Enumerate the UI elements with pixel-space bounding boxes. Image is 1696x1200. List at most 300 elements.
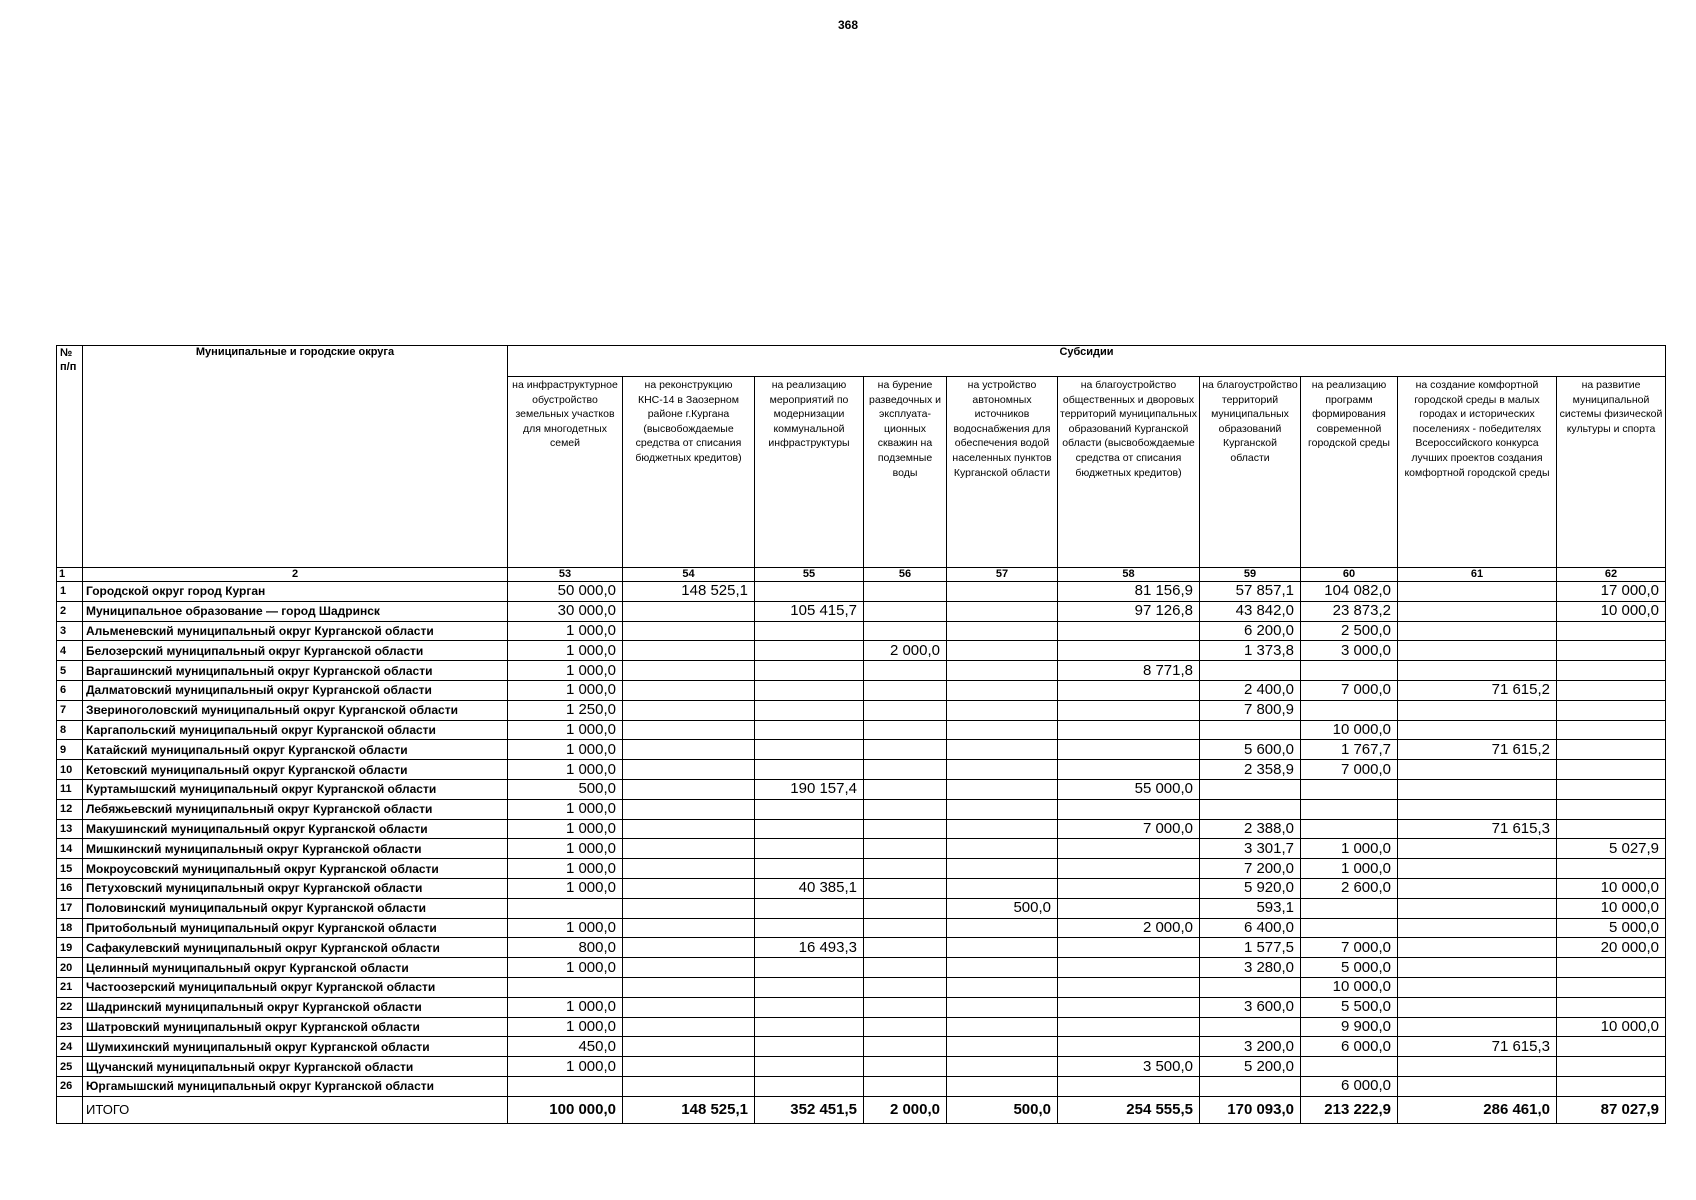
subsidy-column-header: на реализацию мероприятий по модернизации коммунальной инфраструктуры [755, 377, 864, 568]
row-value-cell [1058, 938, 1200, 958]
row-value-cell: 17 000,0 [1557, 582, 1666, 602]
column-number: 54 [623, 568, 755, 582]
row-value-cell: 7 200,0 [1200, 859, 1301, 879]
row-value-cell [623, 898, 755, 918]
subsidy-column-header: на инфраструктурное обустройство земельных участков для многодетных семей [508, 377, 623, 568]
row-value-cell: 30 000,0 [508, 601, 623, 621]
row-value-cell [1398, 977, 1557, 997]
region-column-header: Муниципальные и городские округа [83, 346, 508, 568]
row-value-cell: 1 000,0 [508, 720, 623, 740]
total-index-cell [57, 1096, 83, 1123]
row-value-cell: 6 000,0 [1301, 1037, 1398, 1057]
row-value-cell [755, 1057, 864, 1077]
subsidies-table [56, 345, 1666, 1124]
row-index: 11 [57, 779, 83, 799]
row-value-cell [623, 661, 755, 681]
row-value-cell: 71 615,3 [1398, 1037, 1557, 1057]
subsidy-column-header: на реконструкцию КНС-14 в Заозерном районе г.Кургана (высвобождаемые средства от списания бюджетных кредитов) [623, 377, 755, 568]
row-value-cell [755, 918, 864, 938]
row-index: 14 [57, 839, 83, 859]
row-value-cell: 1 000,0 [508, 1057, 623, 1077]
table-row [57, 1037, 1666, 1057]
row-value-cell: 10 000,0 [1557, 1017, 1666, 1037]
table-row [57, 601, 1666, 621]
subsidy-column-header: на устройство автономных источников водоснабжения для обеспечения водой населенных пунктов Курганской области [947, 377, 1058, 568]
row-value-cell: 7 000,0 [1301, 938, 1398, 958]
row-value-cell [947, 601, 1058, 621]
row-value-cell [1398, 779, 1557, 799]
row-region-name: Макушинский муниципальный округ Курганской области [83, 819, 508, 839]
row-region-name: Половинский муниципальный округ Курганской области [83, 898, 508, 918]
row-value-cell: 1 000,0 [508, 740, 623, 760]
row-value-cell [1398, 661, 1557, 681]
row-value-cell [623, 799, 755, 819]
row-value-cell [1200, 977, 1301, 997]
row-value-cell [1398, 839, 1557, 859]
row-region-name: Варгашинский муниципальный округ Курганской области [83, 661, 508, 681]
row-value-cell [947, 760, 1058, 780]
row-value-cell: 7 000,0 [1301, 760, 1398, 780]
subsidy-column-header: на благоустройство общественных и дворовых территорий муниципальных образований Курганской области (высвобождаемые средства от списания бюджетных кредитов) [1058, 377, 1200, 568]
row-value-cell [755, 720, 864, 740]
subsidy-column-header: на реализацию программ формирования современной городской среды [1301, 377, 1398, 568]
row-value-cell [1557, 621, 1666, 641]
row-index: 19 [57, 938, 83, 958]
row-region-name: Притобольный муниципальный округ Курганской области [83, 918, 508, 938]
row-value-cell [947, 819, 1058, 839]
row-value-cell [1398, 760, 1557, 780]
row-value-cell: 7 000,0 [1301, 680, 1398, 700]
table-row [57, 799, 1666, 819]
row-value-cell [947, 621, 1058, 641]
row-region-name: Юргамышский муниципальный округ Курганской области [83, 1076, 508, 1096]
row-value-cell [1058, 740, 1200, 760]
row-value-cell: 5 027,9 [1557, 839, 1666, 859]
row-value-cell: 57 857,1 [1200, 582, 1301, 602]
row-value-cell: 1 000,0 [508, 958, 623, 978]
row-value-cell [864, 958, 947, 978]
row-value-cell [1200, 799, 1301, 819]
row-value-cell [1058, 1017, 1200, 1037]
row-value-cell [1058, 1037, 1200, 1057]
column-number: 53 [508, 568, 623, 582]
row-region-name: Мишкинский муниципальный округ Курганской области [83, 839, 508, 859]
row-value-cell: 1 000,0 [1301, 839, 1398, 859]
row-value-cell: 500,0 [947, 898, 1058, 918]
row-value-cell: 5 200,0 [1200, 1057, 1301, 1077]
table-row [57, 839, 1666, 859]
row-value-cell: 105 415,7 [755, 601, 864, 621]
row-value-cell [1058, 859, 1200, 879]
row-value-cell [947, 680, 1058, 700]
row-value-cell [623, 958, 755, 978]
total-value-cell: 170 093,0 [1200, 1096, 1301, 1123]
total-row [57, 1096, 1666, 1123]
row-value-cell: 1 000,0 [1301, 859, 1398, 879]
row-value-cell [1058, 878, 1200, 898]
row-value-cell: 5 600,0 [1200, 740, 1301, 760]
row-value-cell: 2 388,0 [1200, 819, 1301, 839]
total-value-cell: 500,0 [947, 1096, 1058, 1123]
table-row [57, 878, 1666, 898]
column-number: 2 [83, 568, 508, 582]
row-region-name: Щучанский муниципальный округ Курганской области [83, 1057, 508, 1077]
total-value-cell: 352 451,5 [755, 1096, 864, 1123]
row-value-cell [755, 1017, 864, 1037]
row-value-cell [864, 601, 947, 621]
row-value-cell: 593,1 [1200, 898, 1301, 918]
total-label: ИТОГО [83, 1096, 508, 1123]
table-row [57, 582, 1666, 602]
row-value-cell [508, 1076, 623, 1096]
row-value-cell: 1 250,0 [508, 700, 623, 720]
row-value-cell [1557, 859, 1666, 879]
row-index: 4 [57, 641, 83, 661]
row-value-cell [947, 1017, 1058, 1037]
row-value-cell [864, 1057, 947, 1077]
row-value-cell: 50 000,0 [508, 582, 623, 602]
row-value-cell [1200, 1017, 1301, 1037]
row-value-cell [623, 918, 755, 938]
table-row [57, 819, 1666, 839]
row-value-cell: 10 000,0 [1301, 977, 1398, 997]
row-value-cell [864, 977, 947, 997]
row-value-cell [1398, 878, 1557, 898]
row-value-cell [1058, 799, 1200, 819]
row-value-cell [864, 680, 947, 700]
table-row [57, 898, 1666, 918]
row-value-cell: 10 000,0 [1557, 601, 1666, 621]
row-value-cell [1557, 779, 1666, 799]
row-value-cell: 2 000,0 [1058, 918, 1200, 938]
row-value-cell [623, 859, 755, 879]
row-region-name: Частоозерский муниципальный округ Курганской области [83, 977, 508, 997]
total-value-cell: 2 000,0 [864, 1096, 947, 1123]
row-value-cell: 7 000,0 [1058, 819, 1200, 839]
row-value-cell: 3 000,0 [1301, 641, 1398, 661]
row-index: 16 [57, 878, 83, 898]
row-value-cell: 1 767,7 [1301, 740, 1398, 760]
row-value-cell [755, 977, 864, 997]
row-value-cell [623, 997, 755, 1017]
row-value-cell [1398, 859, 1557, 879]
row-value-cell [1058, 997, 1200, 1017]
row-value-cell [1301, 1057, 1398, 1077]
row-value-cell [864, 1037, 947, 1057]
row-value-cell [623, 641, 755, 661]
column-number: 59 [1200, 568, 1301, 582]
row-value-cell: 6 200,0 [1200, 621, 1301, 641]
row-value-cell [1398, 1057, 1557, 1077]
table-row [57, 641, 1666, 661]
row-value-cell [1557, 1076, 1666, 1096]
row-value-cell [623, 1057, 755, 1077]
row-value-cell [1058, 700, 1200, 720]
column-number: 1 [57, 568, 83, 582]
row-region-name: Целинный муниципальный округ Курганской области [83, 958, 508, 978]
row-index: 22 [57, 997, 83, 1017]
table-row [57, 977, 1666, 997]
row-value-cell: 1 000,0 [508, 760, 623, 780]
row-value-cell [1301, 661, 1398, 681]
total-value-cell: 286 461,0 [1398, 1096, 1557, 1123]
row-value-cell [1557, 641, 1666, 661]
column-number: 57 [947, 568, 1058, 582]
row-value-cell: 2 000,0 [864, 641, 947, 661]
row-value-cell [623, 680, 755, 700]
row-value-cell [864, 720, 947, 740]
row-value-cell [1200, 1076, 1301, 1096]
row-value-cell: 81 156,9 [1058, 582, 1200, 602]
row-region-name: Петуховский муниципальный округ Курганской области [83, 878, 508, 898]
row-value-cell [755, 898, 864, 918]
row-value-cell [1398, 1076, 1557, 1096]
row-value-cell: 16 493,3 [755, 938, 864, 958]
row-value-cell [1398, 582, 1557, 602]
row-value-cell [947, 918, 1058, 938]
row-value-cell [947, 779, 1058, 799]
row-value-cell: 1 577,5 [1200, 938, 1301, 958]
row-value-cell [1301, 799, 1398, 819]
subsidy-column-header: на развитие муниципальной системы физической культуры и спорта [1557, 377, 1666, 568]
row-value-cell [947, 661, 1058, 681]
table-row [57, 938, 1666, 958]
row-value-cell [864, 582, 947, 602]
column-number: 55 [755, 568, 864, 582]
row-value-cell: 3 301,7 [1200, 839, 1301, 859]
table-row [57, 918, 1666, 938]
row-value-cell: 6 000,0 [1301, 1076, 1398, 1096]
row-value-cell [864, 997, 947, 1017]
row-value-cell: 10 000,0 [1557, 898, 1666, 918]
row-value-cell: 1 000,0 [508, 839, 623, 859]
row-value-cell [755, 700, 864, 720]
row-value-cell [1557, 1057, 1666, 1077]
row-value-cell [755, 859, 864, 879]
row-value-cell: 3 280,0 [1200, 958, 1301, 978]
row-index: 26 [57, 1076, 83, 1096]
row-value-cell [1557, 661, 1666, 681]
row-value-cell [947, 582, 1058, 602]
row-value-cell [947, 799, 1058, 819]
row-index: 10 [57, 760, 83, 780]
column-number: 61 [1398, 568, 1557, 582]
row-value-cell [1557, 799, 1666, 819]
row-value-cell: 1 000,0 [508, 641, 623, 661]
row-value-cell [1301, 700, 1398, 720]
row-value-cell [508, 898, 623, 918]
row-value-cell [623, 1076, 755, 1096]
row-value-cell [864, 760, 947, 780]
total-value-cell: 100 000,0 [508, 1096, 623, 1123]
table-row [57, 859, 1666, 879]
row-value-cell [1557, 740, 1666, 760]
row-value-cell [1557, 977, 1666, 997]
row-index: 2 [57, 601, 83, 621]
row-region-name: Каргапольский муниципальный округ Курганской области [83, 720, 508, 740]
row-index: 21 [57, 977, 83, 997]
row-region-name: Лебяжьевский муниципальный округ Курганской области [83, 799, 508, 819]
row-value-cell [1398, 601, 1557, 621]
row-value-cell: 3 500,0 [1058, 1057, 1200, 1077]
row-value-cell: 2 500,0 [1301, 621, 1398, 641]
row-value-cell: 1 000,0 [508, 997, 623, 1017]
row-value-cell [1200, 720, 1301, 740]
row-index: 12 [57, 799, 83, 819]
row-value-cell [755, 661, 864, 681]
row-value-cell: 71 615,2 [1398, 740, 1557, 760]
row-value-cell [947, 997, 1058, 1017]
row-value-cell: 7 800,9 [1200, 700, 1301, 720]
row-value-cell [864, 878, 947, 898]
row-value-cell: 148 525,1 [623, 582, 755, 602]
row-value-cell [1058, 720, 1200, 740]
row-value-cell [947, 1076, 1058, 1096]
row-value-cell [755, 1076, 864, 1096]
row-value-cell: 5 500,0 [1301, 997, 1398, 1017]
row-value-cell [755, 740, 864, 760]
row-value-cell: 450,0 [508, 1037, 623, 1057]
row-value-cell [1398, 700, 1557, 720]
column-number: 56 [864, 568, 947, 582]
column-number: 60 [1301, 568, 1398, 582]
row-value-cell: 1 000,0 [508, 680, 623, 700]
row-region-name: Шадринский муниципальный округ Курганской области [83, 997, 508, 1017]
row-value-cell [623, 1037, 755, 1057]
row-value-cell [864, 1017, 947, 1037]
row-value-cell [623, 1017, 755, 1037]
row-region-name: Катайский муниципальный округ Курганской области [83, 740, 508, 760]
row-index: 23 [57, 1017, 83, 1037]
row-value-cell [864, 779, 947, 799]
row-value-cell [1398, 958, 1557, 978]
row-value-cell [1557, 1037, 1666, 1057]
table-row [57, 958, 1666, 978]
column-number-row [57, 568, 1666, 582]
total-value-cell: 148 525,1 [623, 1096, 755, 1123]
row-value-cell [1398, 799, 1557, 819]
table-row [57, 779, 1666, 799]
row-value-cell [1398, 641, 1557, 661]
row-value-cell [1398, 898, 1557, 918]
row-value-cell [1058, 680, 1200, 700]
row-value-cell [623, 878, 755, 898]
row-value-cell [755, 760, 864, 780]
row-region-name: Белозерский муниципальный округ Курганской области [83, 641, 508, 661]
table-row [57, 1017, 1666, 1037]
table-row [57, 621, 1666, 641]
row-value-cell [947, 740, 1058, 760]
row-value-cell: 1 000,0 [508, 819, 623, 839]
row-value-cell [947, 878, 1058, 898]
row-value-cell [755, 958, 864, 978]
row-value-cell [623, 720, 755, 740]
row-value-cell: 1 000,0 [508, 621, 623, 641]
row-region-name: Мокроусовский муниципальный округ Курганской области [83, 859, 508, 879]
row-value-cell: 1 000,0 [508, 799, 623, 819]
row-value-cell [864, 799, 947, 819]
row-value-cell [755, 997, 864, 1017]
row-value-cell [1301, 819, 1398, 839]
row-value-cell [755, 819, 864, 839]
row-value-cell [947, 977, 1058, 997]
row-value-cell [864, 621, 947, 641]
subsidy-column-header: на благоустройство территорий муниципальных образований Курганской области [1200, 377, 1301, 568]
row-value-cell [623, 601, 755, 621]
row-value-cell [623, 700, 755, 720]
row-value-cell [947, 839, 1058, 859]
row-value-cell: 6 400,0 [1200, 918, 1301, 938]
row-value-cell [1398, 997, 1557, 1017]
row-value-cell [755, 621, 864, 641]
row-value-cell [947, 938, 1058, 958]
row-value-cell [947, 859, 1058, 879]
row-value-cell [623, 779, 755, 799]
row-value-cell: 5 920,0 [1200, 878, 1301, 898]
row-value-cell: 2 600,0 [1301, 878, 1398, 898]
row-value-cell: 10 000,0 [1301, 720, 1398, 740]
row-value-cell: 9 900,0 [1301, 1017, 1398, 1037]
row-value-cell: 71 615,3 [1398, 819, 1557, 839]
row-value-cell [623, 938, 755, 958]
index-column-header: № п/п [57, 346, 83, 568]
row-value-cell [1200, 779, 1301, 799]
row-value-cell [864, 740, 947, 760]
subsidy-column-header: на создание комфортной городской среды в малых городах и исторических поселениях - победителях Всероссийского конкурса лучших проектов создания комфортной городской среды [1398, 377, 1557, 568]
row-value-cell: 104 082,0 [1301, 582, 1398, 602]
table-row [57, 997, 1666, 1017]
row-value-cell: 1 000,0 [508, 878, 623, 898]
row-value-cell [1058, 977, 1200, 997]
row-value-cell [1398, 938, 1557, 958]
row-value-cell: 55 000,0 [1058, 779, 1200, 799]
row-value-cell [864, 1076, 947, 1096]
row-value-cell: 20 000,0 [1557, 938, 1666, 958]
column-number: 62 [1557, 568, 1666, 582]
row-value-cell: 800,0 [508, 938, 623, 958]
row-index: 7 [57, 700, 83, 720]
row-value-cell [1301, 898, 1398, 918]
row-value-cell [947, 641, 1058, 661]
row-index: 24 [57, 1037, 83, 1057]
row-value-cell [623, 977, 755, 997]
row-value-cell: 97 126,8 [1058, 601, 1200, 621]
row-value-cell: 190 157,4 [755, 779, 864, 799]
row-value-cell: 5 000,0 [1557, 918, 1666, 938]
table-row [57, 740, 1666, 760]
row-value-cell [1398, 720, 1557, 740]
total-value-cell: 213 222,9 [1301, 1096, 1398, 1123]
row-value-cell [1058, 1076, 1200, 1096]
total-value-cell: 254 555,5 [1058, 1096, 1200, 1123]
table-row [57, 661, 1666, 681]
row-value-cell: 3 600,0 [1200, 997, 1301, 1017]
row-value-cell [755, 839, 864, 859]
row-value-cell: 1 000,0 [508, 918, 623, 938]
row-value-cell [1058, 898, 1200, 918]
subsidies-group-header: Субсидии [508, 346, 1666, 377]
row-value-cell [864, 700, 947, 720]
row-value-cell [864, 859, 947, 879]
column-number: 58 [1058, 568, 1200, 582]
row-value-cell [755, 799, 864, 819]
row-index: 3 [57, 621, 83, 641]
row-value-cell: 1 000,0 [508, 661, 623, 681]
row-value-cell [623, 740, 755, 760]
row-value-cell [947, 720, 1058, 740]
row-value-cell [755, 582, 864, 602]
row-value-cell [1557, 819, 1666, 839]
